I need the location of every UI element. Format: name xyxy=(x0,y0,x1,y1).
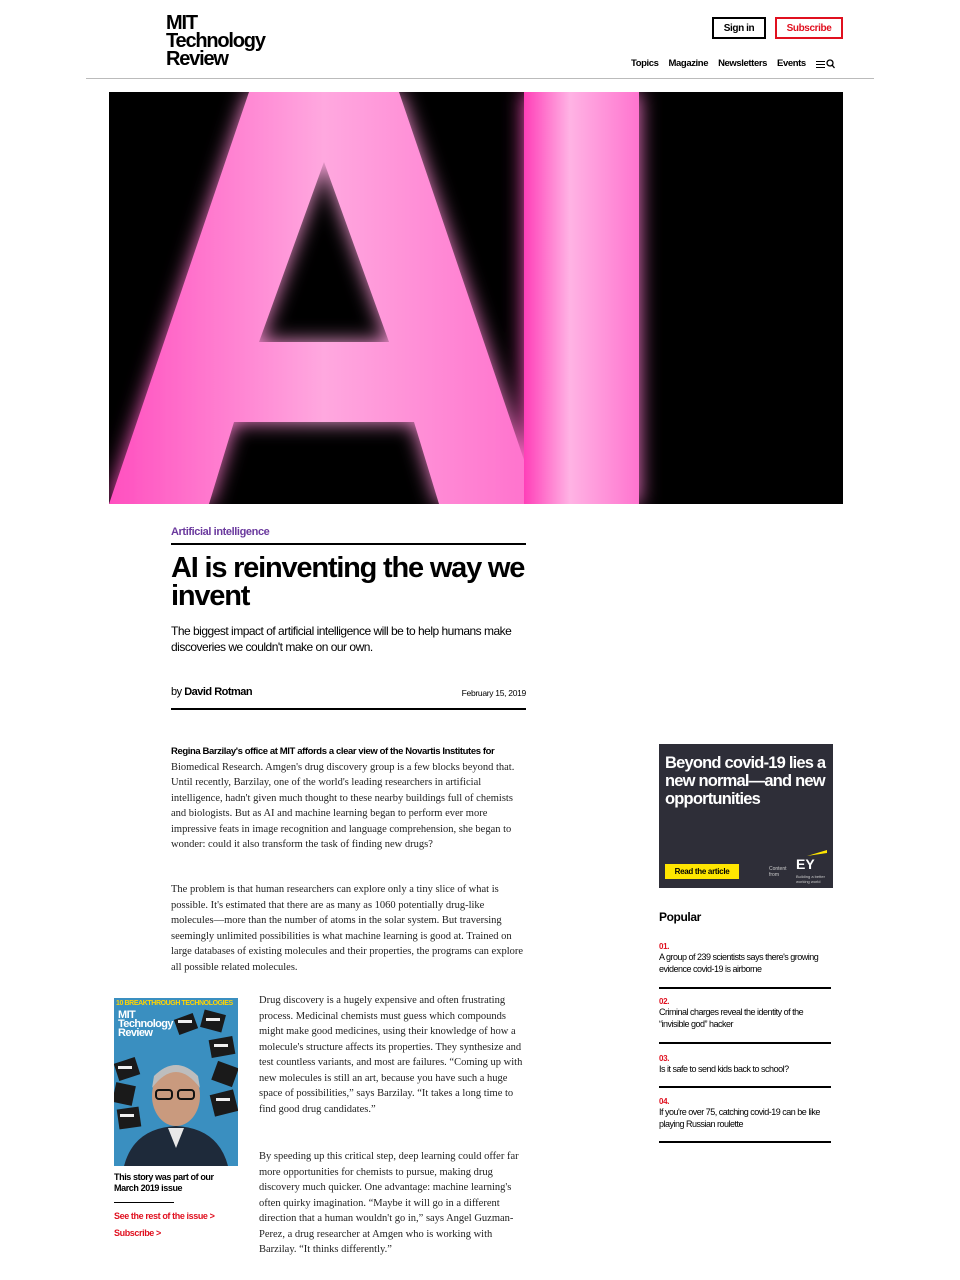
ad-tagline: Building a better working world xyxy=(796,874,825,884)
nav-topics[interactable]: Topics xyxy=(631,58,659,69)
subscribe-button[interactable]: Subscribe xyxy=(775,17,843,39)
byline-divider xyxy=(171,708,526,710)
magazine-cover[interactable] xyxy=(114,998,238,1166)
popular-divider xyxy=(659,987,831,989)
magazine-subscribe-link[interactable]: Subscribe > xyxy=(114,1228,161,1238)
logo-line-review: Review xyxy=(166,48,228,70)
byline-prefix: by xyxy=(171,686,182,698)
body-paragraph-2: The problem is that human researchers can explore only a tiny slice of what is possible. It's estimated that there are as many as 1060 potentially drug-like molecules—more than the number of atoms in the solar system. But traversing seemingly unlimited possibilities is what machine learning is good at. Trained on large databases of existing molecules and their properties, the programs can explore all possible related molecules. xyxy=(171,884,524,973)
body-paragraph-1-text: Biomedical Research. Amgen's drug discovery group is a few blocks beyond that. Until recently, Barzilay, one of the world's leading researchers in artificial intelligence, hadn't given much thought to these nearby buildings full of chemists and biologists. But as AI and machine learning began to perform ever more impressive feats in image recognition and language comprehension, she began to wonder: could it also transform the task of finding new drugs? xyxy=(171,761,515,850)
cover-banner: 10 BREAKTHROUGH TECHNOLOGIES xyxy=(116,1000,233,1007)
see-issue-link[interactable]: See the rest of the issue > xyxy=(114,1211,215,1221)
magazine-divider xyxy=(114,1202,174,1203)
popular-item-title: A group of 239 scientists says there's growing evidence covid-19 is airborne xyxy=(659,952,819,974)
popular-divider xyxy=(659,1042,831,1044)
byline xyxy=(171,686,252,698)
sign-in-button[interactable]: Sign in xyxy=(712,17,766,39)
body-paragraph-3: Drug discovery is a hugely expensive and often frustrating process. Medicinal chemists must guess which compounds might make good medicines, using their knowledge of how a molecule's structure affects its properties. They synthesize and test countless variants, and most are failures. “Coming up with new molecules is still an art, because you have such a huge space of possibilities,” says Barzilay. “It takes a long time to find good drug candidates.” xyxy=(259,995,523,1115)
cover-logo-technology: Technology xyxy=(118,1018,173,1030)
nav-magazine[interactable]: Magazine xyxy=(668,58,709,69)
menu-search-button[interactable] xyxy=(816,59,835,69)
popular-item-number: 04. xyxy=(659,1097,670,1106)
ad-content-from: Content from xyxy=(769,866,787,878)
popular-item-title: Is it safe to send kids back to school? xyxy=(659,1064,789,1074)
magazine-caption: This story was part of our March 2019 issue xyxy=(114,1172,214,1193)
popular-item[interactable] xyxy=(659,1097,831,1130)
ad-headline: Beyond covid-19 lies a new normal—and new opportunities xyxy=(665,754,826,808)
ad-read-button[interactable]: Read the article xyxy=(665,864,739,879)
nav-newsletters[interactable]: Newsletters xyxy=(718,58,768,69)
site-logo[interactable] xyxy=(166,14,276,68)
popular-item-number: 02. xyxy=(659,997,670,1006)
cover-logo xyxy=(118,1011,173,1038)
popular-divider xyxy=(659,1086,831,1088)
article-dek: The biggest impact of artificial intelligence will be to help humans make discoveries we couldn't make on our own. xyxy=(171,624,512,654)
article-topic[interactable]: Artificial intelligence xyxy=(171,526,270,538)
hero-image xyxy=(109,92,843,504)
popular-item[interactable] xyxy=(659,997,831,1030)
popular-item-title: If you're over 75, catching covid-19 can be like playing Russian roulette xyxy=(659,1107,820,1129)
body-paragraph-1 xyxy=(171,744,526,853)
search-icon xyxy=(826,59,835,69)
cover-logo-mit: MIT xyxy=(118,1009,136,1021)
topic-divider xyxy=(171,543,526,545)
popular-divider xyxy=(659,1141,831,1143)
popular-item-number: 03. xyxy=(659,1054,670,1063)
popular-item[interactable] xyxy=(659,942,831,975)
hamburger-icon xyxy=(816,60,825,68)
sponsored-ad[interactable] xyxy=(659,744,833,888)
popular-heading: Popular xyxy=(659,910,701,924)
logo-line-technology: Technology xyxy=(166,30,265,52)
lead-in: Regina Barzilay's office at MIT affords a clear view of the Novartis Institutes for xyxy=(171,746,495,757)
logo-line-mit: MIT xyxy=(166,12,197,34)
publish-date: February 15, 2019 xyxy=(461,688,526,698)
popular-item-number: 01. xyxy=(659,942,670,951)
popular-item-title: Criminal charges reveal the identity of the “invisible god” hacker xyxy=(659,1007,804,1029)
nav-events[interactable]: Events xyxy=(777,58,806,69)
author-link[interactable]: David Rotman xyxy=(184,686,253,698)
hero-ai-letters xyxy=(109,92,639,504)
header-divider xyxy=(86,78,874,79)
body-paragraph-4: By speeding up this critical step, deep learning could offer far more opportunities for chemists to pursue, making drug discovery much quicker. One advantage: machine learning's often quirky imagination. “Maybe it will go in a different direction that a human wouldn't go in,” says Angel Guzman-Perez, a drug researcher at Amgen who is working with Barzilay. “It thinks differently.” xyxy=(259,1151,519,1255)
main-nav xyxy=(631,58,835,69)
cover-logo-review: Review xyxy=(118,1027,153,1039)
ad-logo: EY xyxy=(796,856,815,872)
article-title: AI is reinventing the way we invent xyxy=(171,552,525,612)
popular-item[interactable] xyxy=(659,1054,831,1075)
